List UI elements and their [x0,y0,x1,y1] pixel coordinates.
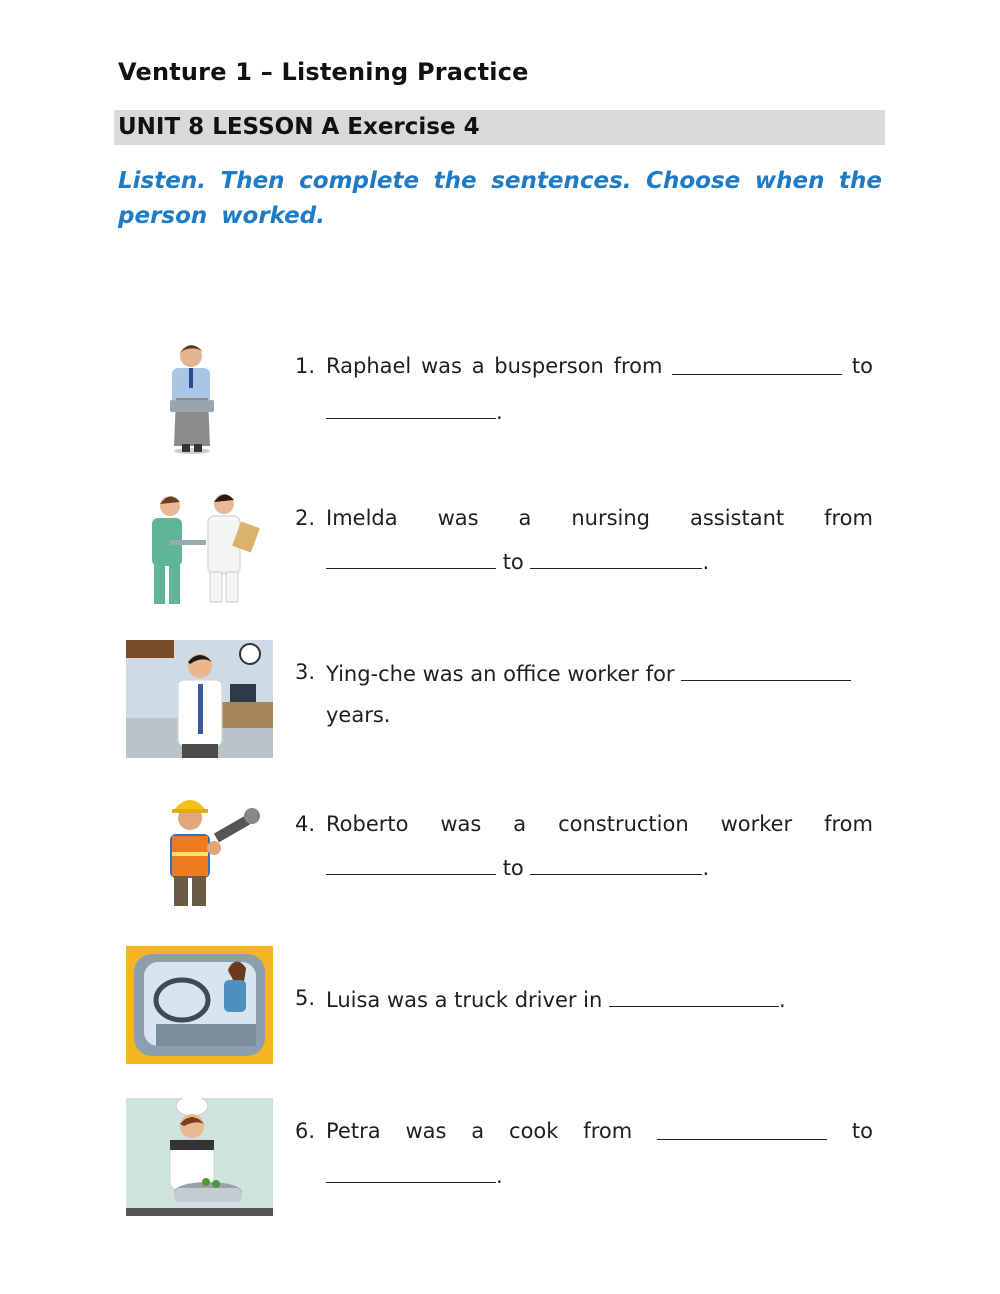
period: . [702,856,710,880]
word: Raphael [326,354,412,378]
word: from [613,354,663,378]
word: busperson [494,354,604,378]
connector-word: to [851,354,873,378]
instructions: Listen. Then complete the sentences. Choose when the person worked. [118,168,882,229]
answer-blank[interactable] [681,660,851,681]
word: a [513,812,527,836]
word: from [824,506,873,530]
period: . [779,988,786,1012]
cook-icon [126,1098,273,1216]
construction-worker-icon [126,792,273,910]
nursing-assistant-icon [126,488,273,606]
word: from [583,1119,633,1143]
word: was [420,354,462,378]
word: Imelda [326,506,398,530]
word: was [440,812,482,836]
period: . [496,1164,503,1188]
answer-blank[interactable] [326,854,496,875]
word: construction [558,812,689,836]
item-number: 5. [295,986,316,1010]
period: . [496,400,503,424]
word: Petra [326,1119,381,1143]
word: Roberto [326,812,409,836]
sentence-line-2 [326,703,390,727]
item-number: 4. [295,812,316,836]
answer-blank[interactable] [326,548,496,569]
sentence-line-1 [326,812,873,836]
truck-driver-icon [126,946,273,1064]
connector-word: to [502,856,524,880]
word: nursing [571,506,651,530]
busperson-icon [126,338,273,456]
connector-word: to [851,1119,873,1143]
sentence-line-2 [326,1162,503,1188]
sentence-text: years. [326,703,391,727]
answer-blank[interactable] [326,1162,496,1183]
sentence-line-1 [326,354,873,378]
answer-blank[interactable] [530,854,702,875]
office-worker-icon [126,640,273,758]
sentence-line-2 [326,548,709,574]
unit-banner [114,110,885,145]
sentence-line-1 [326,1119,873,1143]
sentence-line-2 [326,854,709,880]
page-title: Venture 1 – Listening Practice [118,58,529,86]
word: assistant [689,506,785,530]
word: a [518,506,532,530]
sentence-line-2 [326,398,503,424]
answer-blank[interactable] [657,1119,827,1140]
answer-blank[interactable] [326,398,496,419]
answer-blank[interactable] [530,548,702,569]
item-number: 1. [295,354,316,378]
sentence-line-1 [326,986,786,1012]
item-number: 3. [295,660,316,684]
answer-blank[interactable] [672,354,842,375]
unit-label: UNIT 8 LESSON A Exercise 4 [118,114,480,140]
word: worker [720,812,793,836]
item-number: 6. [295,1119,316,1143]
sentence-text: Luisa was a truck driver in [326,988,603,1012]
connector-word: to [502,550,524,574]
word: from [824,812,873,836]
item-number: 2. [295,506,316,530]
period: . [702,550,710,574]
word: cook [509,1119,559,1143]
sentence-line-1 [326,660,851,686]
word: was [405,1119,447,1143]
word: a [471,354,485,378]
sentence-line-1 [326,506,873,530]
answer-blank[interactable] [609,986,779,1007]
word: a [471,1119,485,1143]
word: was [437,506,479,530]
sentence-text: Ying-che was an office worker for [326,662,675,686]
